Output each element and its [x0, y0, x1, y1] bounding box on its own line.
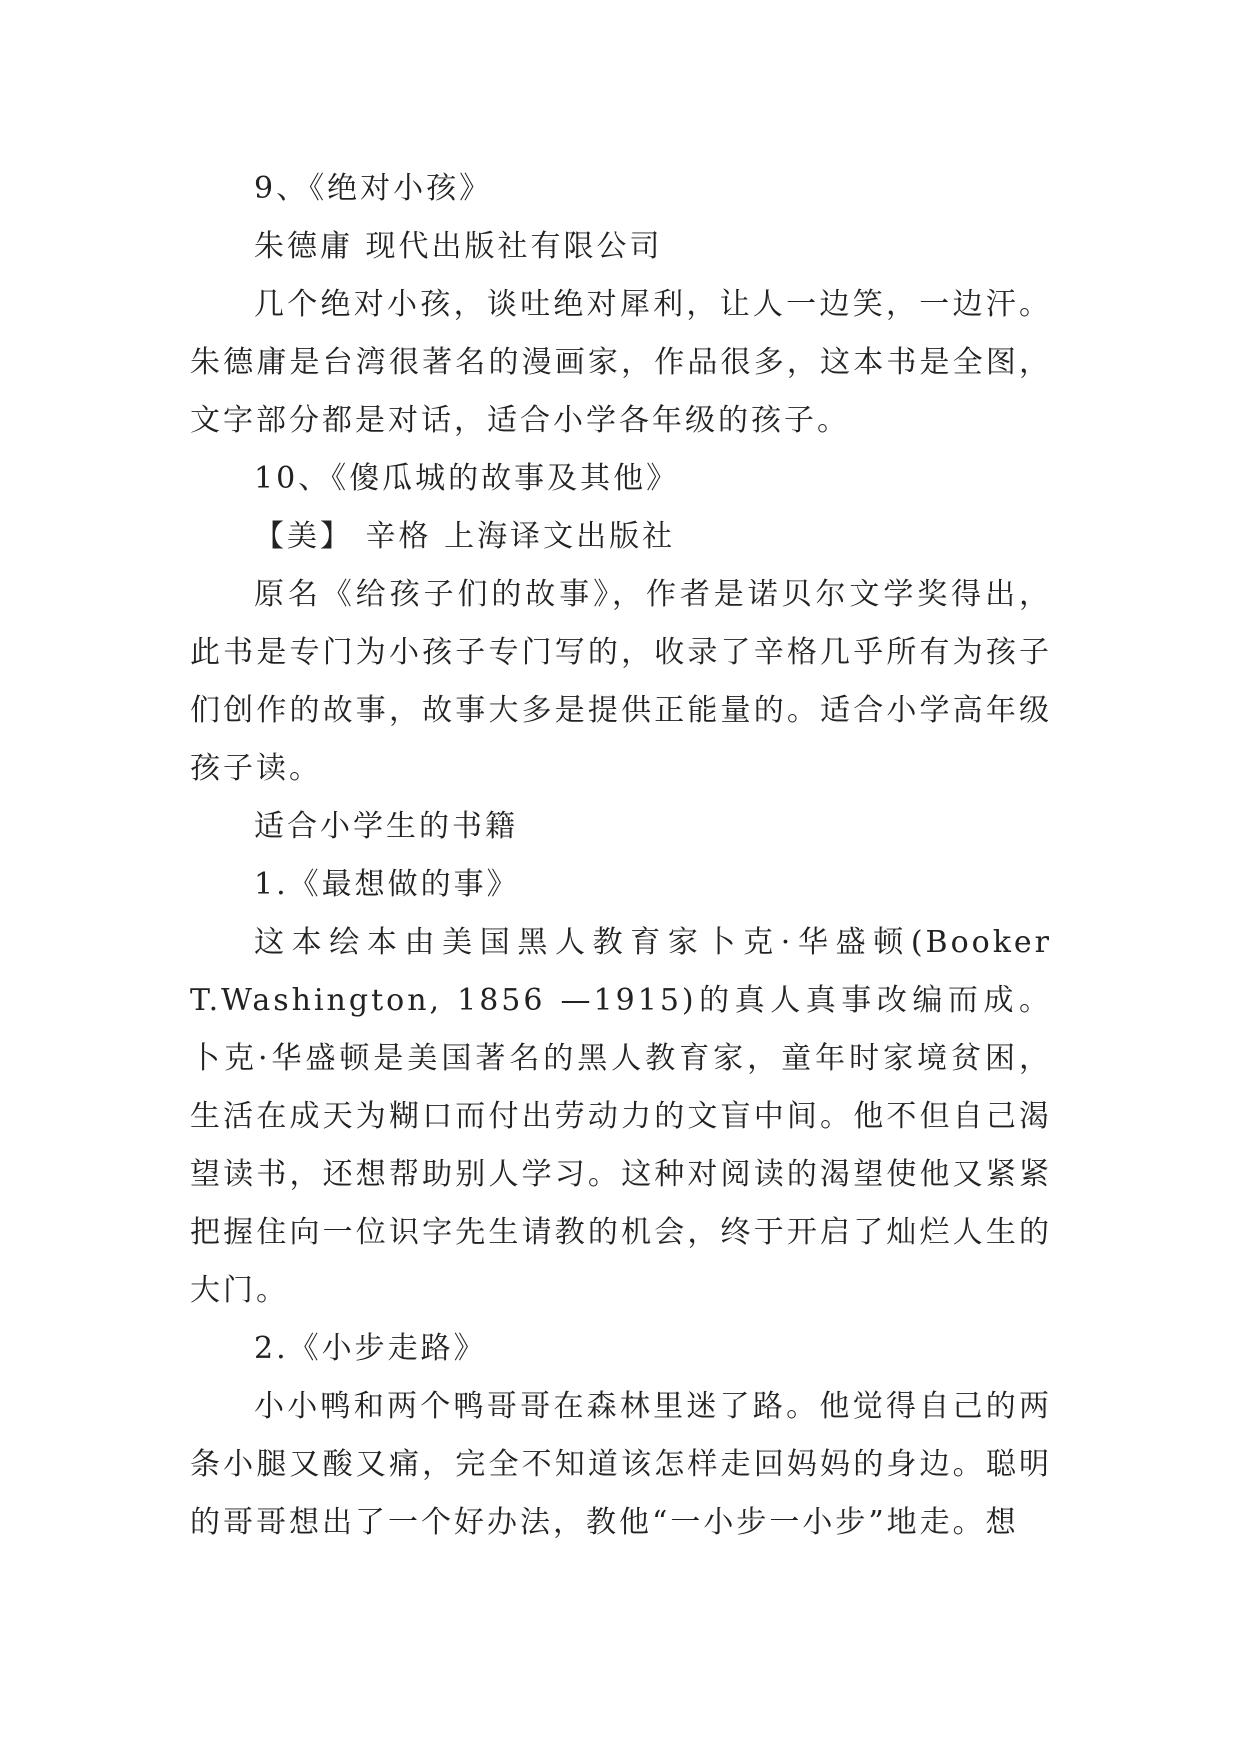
book-2-title: 2.《小步走路》: [254, 1331, 487, 1366]
book-1-title: 1.《最想做的事》: [254, 867, 520, 902]
section-heading: 适合小学生的书籍: [254, 809, 518, 844]
book-9-author: 朱德庸 现代出版社有限公司: [254, 229, 663, 264]
book-9-description: 几个绝对小孩，谈吐绝对犀利，让人一边笑，一边汗。朱德庸是台湾很著名的漫画家，作品很多，这本书是全图，文字部分都是对话，适合小学各年级的孩子。: [190, 287, 1052, 438]
book-9-title: 9、《绝对小孩》: [254, 171, 493, 206]
book-10-author: 【美】 辛格 上海译文出版社: [254, 519, 676, 554]
book-10-description: 原名《给孩子们的故事》，作者是诺贝尔文学奖得出，此书是专门为小孩子专门写的，收录了辛格几乎所有为孩子们创作的故事，故事大多是提供正能量的。适合小学高年级孩子读。: [190, 577, 1052, 786]
book-2-description: 小小鸭和两个鸭哥哥在森林里迷了路。他觉得自己的两条小腿又酸又痛，完全不知道该怎样走回妈妈的身边。聪明的哥哥想出了一个好办法，教他“一小步一小步”地走。想: [190, 1389, 1052, 1540]
document-page: [190, 160, 1052, 1552]
book-10-title: 10、《傻瓜城的故事及其他》: [254, 461, 680, 496]
book-1-description: 这本绘本由美国黑人教育家卜克·华盛顿(Booker T.Washington, 1856 —1915)的真人真事改编而成。卜克·华盛顿是美国著名的黑人教育家，童年时家境贫困，生活在成天为糊口而付出劳动力的文盲中间。他不但自己渴望读书，还想帮助别人学习。这种对阅读的渴望使他又紧紧把握住向一位识字先生请教的机会，终于开启了灿烂人生的大门。: [190, 925, 1052, 1308]
